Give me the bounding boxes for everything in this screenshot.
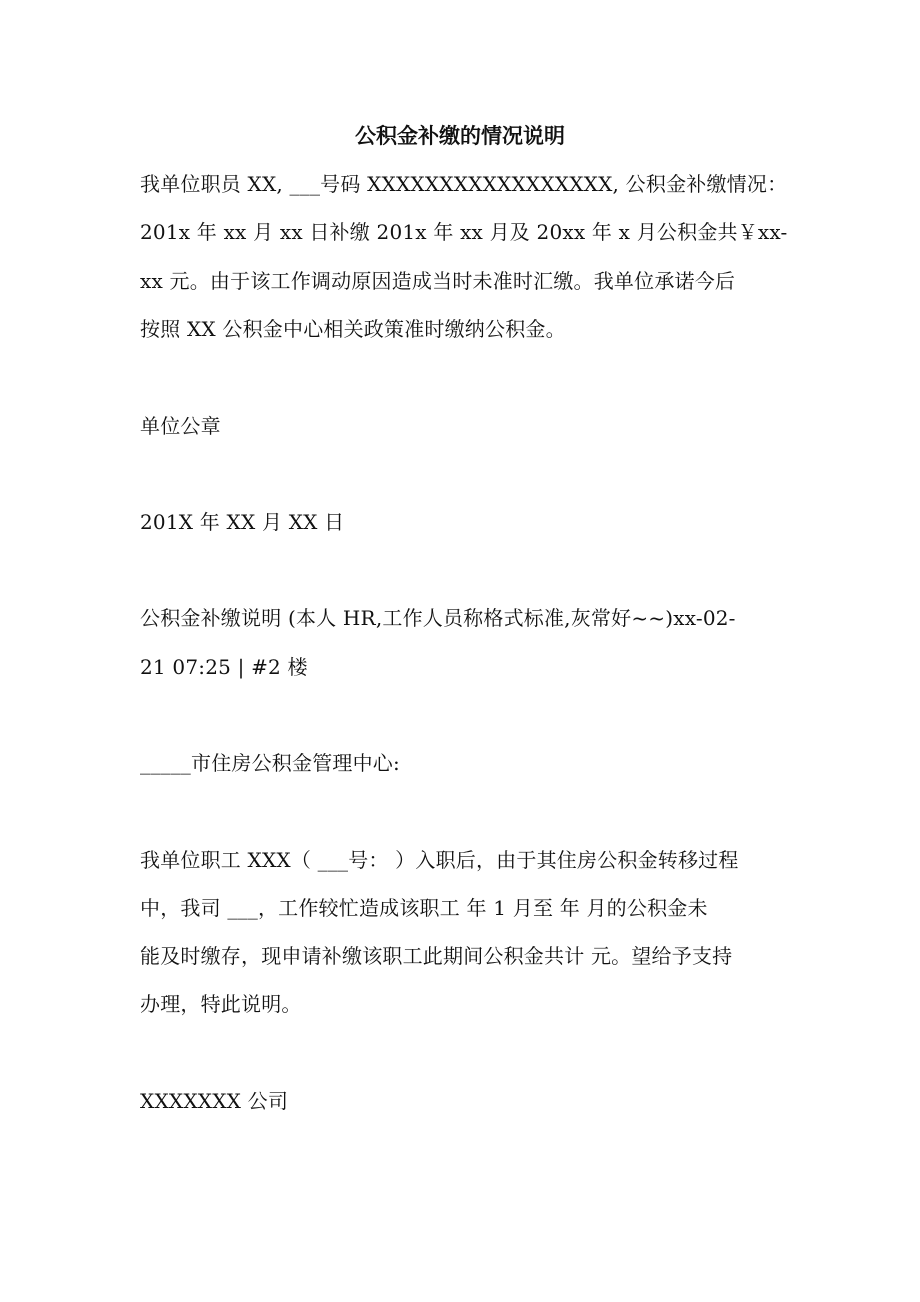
paragraph-2-line-4: 办理，特此说明。 (140, 992, 302, 1016)
post-header-line-1: 公积金补缴说明 (本人 HR,工作人员称格式标准,灰常好~~)xx-02- (140, 606, 736, 630)
paragraph-2-line-1: 我单位职工 XXX（ ___号： ）入职后，由于其住房公积金转移过程 (140, 848, 739, 872)
paragraph-1-line-1: 我单位职员 XX, ___号码 XXXXXXXXXXXXXXXXX, 公积金补缴情况： (140, 172, 788, 196)
paragraph-2-line-3: 能及时缴存，现申请补缴该职工此期间公积金共计 元。望给予支持 (140, 944, 733, 968)
document-date: 201X 年 XX 月 XX 日 (140, 510, 345, 534)
paragraph-1-line-3: xx 元。由于该工作调动原因造成当时未准时汇缴。我单位承诺今后 (140, 269, 736, 293)
paragraph-1-line-4: 按照 XX 公积金中心相关政策准时缴纳公积金。 (140, 317, 566, 341)
company-name: XXXXXXX 公司 (140, 1089, 289, 1113)
seal-label: 单位公章 (140, 414, 221, 438)
document-title: 公积金补缴的情况说明 (355, 124, 565, 148)
paragraph-1-line-2: 201x 年 xx 月 xx 日补缴 201x 年 xx 月及 20xx 年 x 月公积金共￥xx- (140, 220, 788, 244)
post-header-line-2: 21 07:25 | #2 楼 (140, 655, 308, 679)
paragraph-2-line-2: 中，我司 ___，工作较忙造成该职工 年 1 月至 年 月的公积金未 (140, 896, 708, 920)
addressee: _____市住房公积金管理中心: (140, 751, 400, 775)
